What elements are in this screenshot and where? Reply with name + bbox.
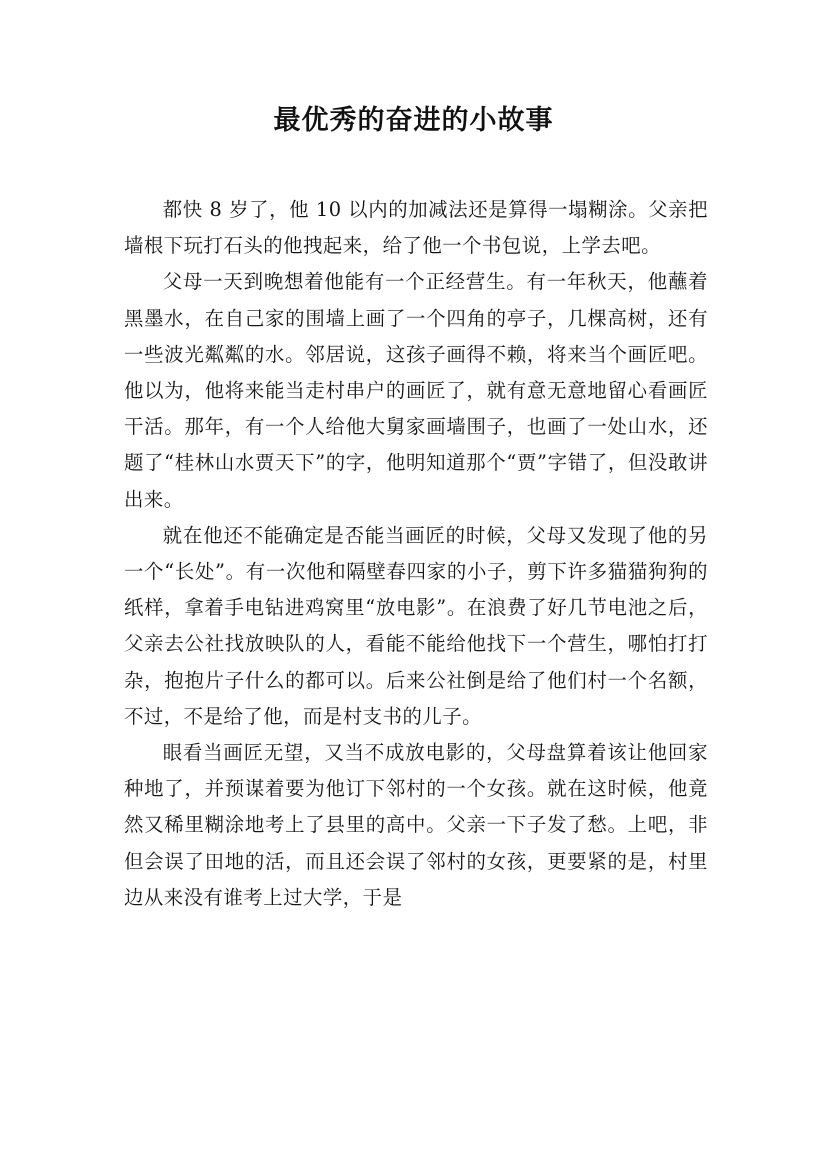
document-body <box>124 192 708 916</box>
paragraph-3: 就在他还不能确定是否能当画匠的时候，父母又发现了他的另一个“长处”。有一次他和隔壁春四家的小子，剪下许多猫猫狗狗的纸样，拿着手电钻进鸡窝里“放电影”。在浪费了好几节电池之后，父亲去公社找放映队的人，看能不能给他找下一个营生，哪怕打打杂，抱抱片子什么的都可以。后来公社倒是给了他们村一个名额，不过，不是给了他，而是村支书的儿子。 <box>124 523 708 728</box>
paragraph-1: 都快 8 岁了，他 10 以内的加减法还是算得一塌糊涂。父亲把墙根下玩打石头的他拽起来，给了他一个书包说，上学去吧。 <box>124 198 708 258</box>
paragraph-2: 父母一天到晚想着他能有一个正经营生。有一年秋天，他蘸着黑墨水，在自己家的围墙上画了一个四角的亭子，几棵高树，还有一些波光粼粼的水。邻居说，这孩子画得不赖，将来当个画匠吧。他以为，他将来能当走村串户的画匠了，就有意无意地留心看画匠干活。那年，有一个人给他大舅家画墙围子，也画了一处山水，还题了“桂林山水贾天下”的字，他明知道那个“贾”字错了，但没敢讲出来。 <box>124 270 708 511</box>
document-title: 最优秀的奋进的小故事 <box>273 105 554 136</box>
paragraph-4: 眼看当画匠无望，又当不成放电影的，父母盘算着该让他回家种地了，并预谋着要为他订下邻村的一个女孩。就在这时候，他竟然又稀里糊涂地考上了县里的高中。父亲一下子发了愁。上吧，非但会误了田地的活，而且还会误了邻村的女孩，更要紧的是，村里边从来没有谁考上过大学，于是 <box>124 741 708 909</box>
